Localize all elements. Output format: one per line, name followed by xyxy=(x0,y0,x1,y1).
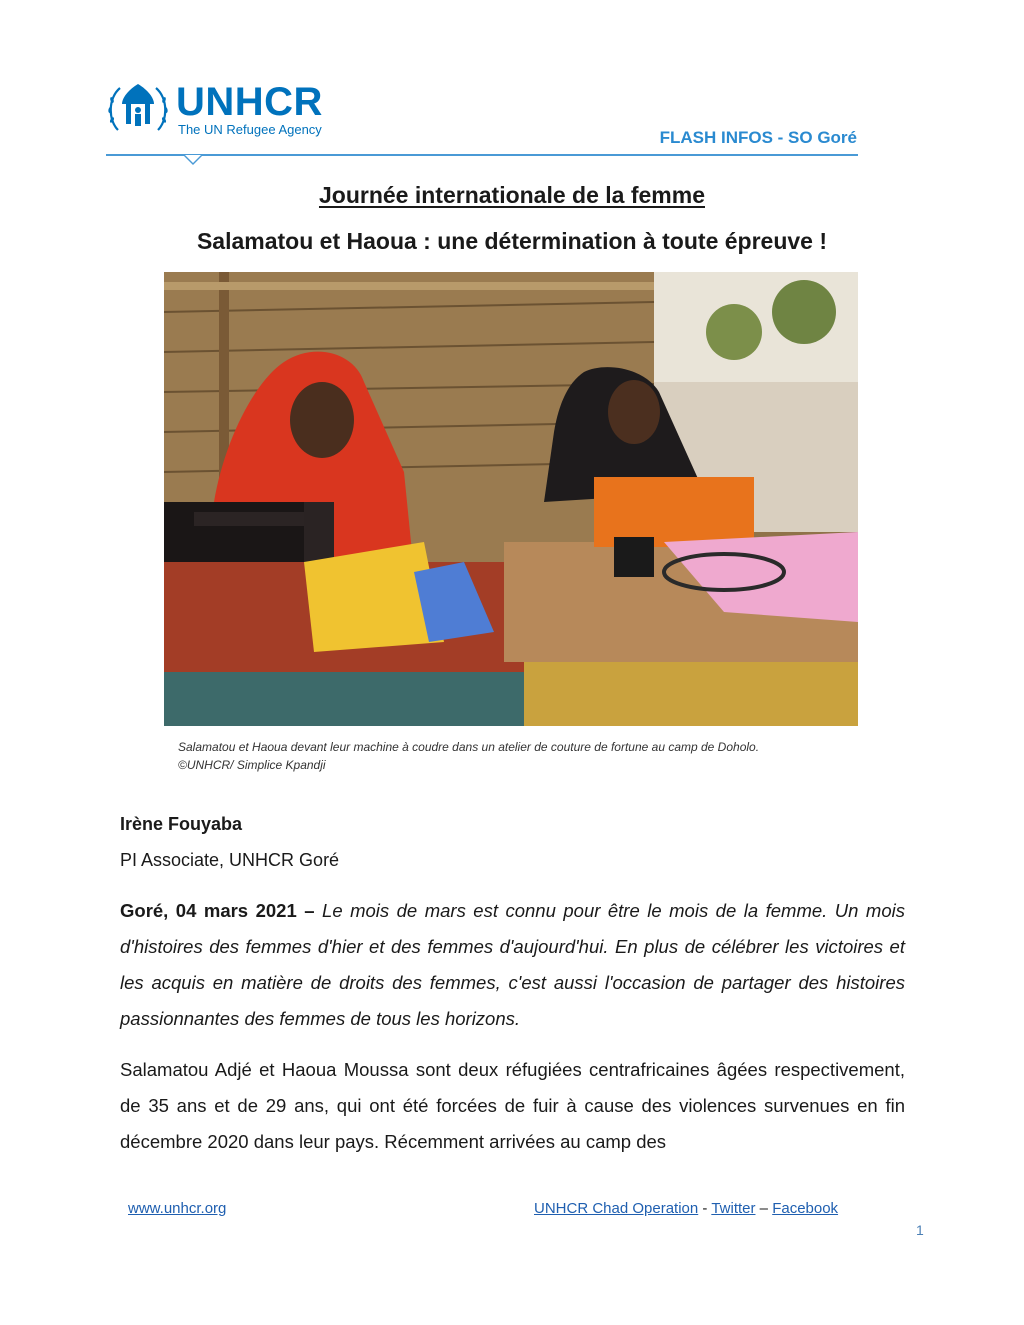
photo-caption xyxy=(178,738,878,774)
body-paragraph: Salamatou Adjé et Haoua Moussa sont deux réfugiées centrafricaines âgées respectivement, de 35 ans et de 29 ans, qui ont été forcées de fuir à cause des violences survenues en fin décembre 2020 dans leur pays. Récemment arrivées au camp des xyxy=(120,1059,905,1152)
author-name: Irène Fouyaba xyxy=(120,814,243,834)
header-divider-notch-inner xyxy=(185,155,201,163)
author-role: PI Associate, UNHCR Goré xyxy=(120,850,340,870)
operation-link[interactable]: UNHCR Chad Operation xyxy=(534,1200,699,1217)
article-photo xyxy=(164,272,858,726)
page-subtitle: Salamatou et Haoua : une détermination à toute épreuve ! xyxy=(196,228,828,254)
footer-separator: - xyxy=(702,1200,708,1217)
facebook-link[interactable]: Facebook xyxy=(772,1200,839,1217)
logo-tagline: The UN Refugee Agency xyxy=(178,122,322,137)
footer-separator: – xyxy=(759,1200,769,1217)
photo-caption-text: Salamatou et Haoua devant leur machine à coudre dans un atelier de couture de fortune au camp de Doholo. xyxy=(178,740,760,754)
flash-infos-label: FLASH INFOS - SO Goré xyxy=(659,128,857,147)
photo-credit: ©UNHCR/ Simplice Kpandji xyxy=(178,758,326,772)
unhcr-logo xyxy=(106,80,346,144)
header-divider xyxy=(106,154,858,156)
twitter-link[interactable]: Twitter xyxy=(711,1200,756,1217)
footer-website xyxy=(128,1200,226,1217)
intro-text: Le mois de mars est connu pour être le mois de la femme. Un mois d'histoires des femmes d'hier et des femmes d'aujourd'hui. En plus de célébrer les victoires et les acquis en matière de droits des femmes, c'est aussi l'occasion de partager des histoires passionnantes des femmes de tous les horizons. xyxy=(120,900,905,1029)
photo-illustration xyxy=(164,272,858,726)
intro-paragraph xyxy=(120,893,905,1037)
page-number: 1 xyxy=(916,1222,924,1238)
footer-links xyxy=(534,1200,838,1217)
dateline: Goré, 04 mars 2021 – xyxy=(120,900,315,921)
page-title: Journée internationale de la femme xyxy=(318,182,705,208)
logo-wordmark: UNHCR xyxy=(176,80,323,124)
website-link[interactable]: www.unhcr.org xyxy=(128,1200,227,1217)
unhcr-emblem-icon xyxy=(106,80,170,136)
